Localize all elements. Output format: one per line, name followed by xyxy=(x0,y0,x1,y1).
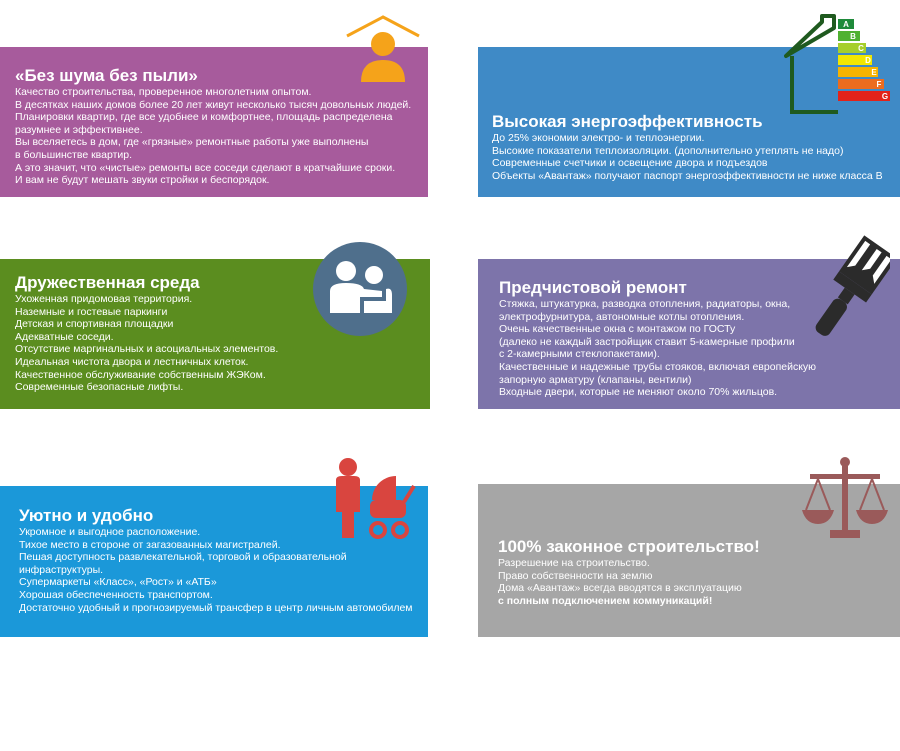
card-text xyxy=(498,557,900,607)
card-text xyxy=(492,132,900,182)
two-people-icon xyxy=(312,241,408,337)
house-person-icon xyxy=(343,14,423,84)
text-line: электрофурнитура, автономные котлы отопления. xyxy=(499,310,745,323)
text-line: инфраструктуры. xyxy=(19,563,104,576)
text-line: Стяжка, штукатурка, разводка отопления, радиаторы, окна, xyxy=(499,298,791,310)
text-line: Тихое место в стороне от загазованных магистралей. xyxy=(19,538,281,551)
card-title: Высокая энергоэффективность xyxy=(492,112,763,131)
text-line: А это значит, что «чистые» ремонты все соседи сделают в кратчайшие сроки. xyxy=(15,161,396,174)
text-line: в большинстве квартир. xyxy=(15,148,133,161)
text-line: Объекты «Авантаж» получают паспорт энергоэффективности не ниже класса В xyxy=(492,169,883,182)
text-line: Очень качественные окна с монтажом по ГОСТу xyxy=(499,323,736,336)
text-line: До 25% экономии электро- и теплоэнергии. xyxy=(492,132,705,144)
text-line: Качественные и надежные трубы стояков, включая европейскую xyxy=(499,360,817,373)
text-line: Качественное обслуживание собственным ЖЭКом. xyxy=(15,368,266,381)
rating-letter: B xyxy=(850,32,856,41)
card-text xyxy=(15,86,428,187)
text-line: Пешая доступность развлекательной, торговой и образовательной xyxy=(19,551,347,564)
card-title: «Без шума без пыли» xyxy=(15,66,198,85)
text-line: И вам не будут мешать звуки стройки и беспорядок. xyxy=(15,174,270,187)
text-line: Право собственности на землю xyxy=(498,569,653,582)
text-line: Наземные и гостевые паркинги xyxy=(15,305,168,318)
rating-letter: G xyxy=(881,92,889,101)
card-title: Предчистовой ремонт xyxy=(499,278,687,297)
text-line: Отсутствие маргинальных и асоциальных элементов. xyxy=(15,343,279,356)
text-line: Современные безопасные лифты. xyxy=(15,381,184,394)
scales-icon xyxy=(800,454,890,544)
text-line: Разрешение на строительство. xyxy=(498,557,650,569)
text-line: Идеальная чистота двора и лестничных клеток. xyxy=(15,355,249,368)
paint-brush-icon xyxy=(800,234,890,344)
text-line: Высокие показатели теплоизоляции. (дополнительно утеплять не надо) xyxy=(492,144,844,157)
card-title: 100% законное строительство! xyxy=(498,537,760,556)
card-title: Уютно и удобно xyxy=(19,506,154,525)
rating-letter: D xyxy=(865,56,871,65)
text-line: Планировки квартир, где все удобнее и комфортнее, площадь распределена xyxy=(15,111,393,124)
rating-letter: F xyxy=(876,80,882,89)
text-line: (далеко не каждый застройщик ставит 5-камерные профили xyxy=(499,335,795,348)
text-line: Достаточно удобный и прогнозируемый трансфер в центр личным автомобилем xyxy=(19,601,413,614)
text-line: Детская и спортивная площадки xyxy=(15,318,174,331)
energy-rating-house-icon xyxy=(782,14,892,114)
text-line: Входные двери, которые не меняют около 70% жильцов. xyxy=(499,386,778,399)
person-with-stroller-icon xyxy=(330,456,420,542)
text-line: Хорошая обеспеченность транспортом. xyxy=(19,588,213,601)
text-line: В десятках наших домов более 20 лет живут несколько тысяч довольных людей. xyxy=(15,98,412,111)
text-line: Укромное и выгодное расположение. xyxy=(19,526,201,538)
rating-letter: C xyxy=(858,44,864,53)
rating-letter: A xyxy=(843,20,849,29)
rating-letter: E xyxy=(871,68,877,77)
text-line-emphasis: с полным подключением коммуникаций! xyxy=(498,594,713,607)
text-line: запорную арматуру (клапаны, вентили) xyxy=(499,373,692,386)
text-line: с 2-камерными стеклопакетами). xyxy=(499,348,660,361)
text-line: Адекватные соседи. xyxy=(15,330,114,343)
text-line: разумнее и эффективнее. xyxy=(15,123,143,136)
text-line: Качество строительства, проверенное многолетним опытом. xyxy=(15,86,312,98)
text-line: Современные счетчики и освещение двора и подъездов xyxy=(492,157,768,170)
card-title: Дружественная среда xyxy=(15,273,200,292)
text-line: Вы вселяетесь в дом, где «грязные» ремонтные работы уже выполнены xyxy=(15,136,369,149)
text-line: Ухоженная придомовая территория. xyxy=(15,293,193,305)
text-line: Супермаркеты «Класс», «Рост» и «АТБ» xyxy=(19,576,217,589)
text-line: Дома «Авантаж» всегда вводятся в эксплуатацию xyxy=(498,582,742,595)
